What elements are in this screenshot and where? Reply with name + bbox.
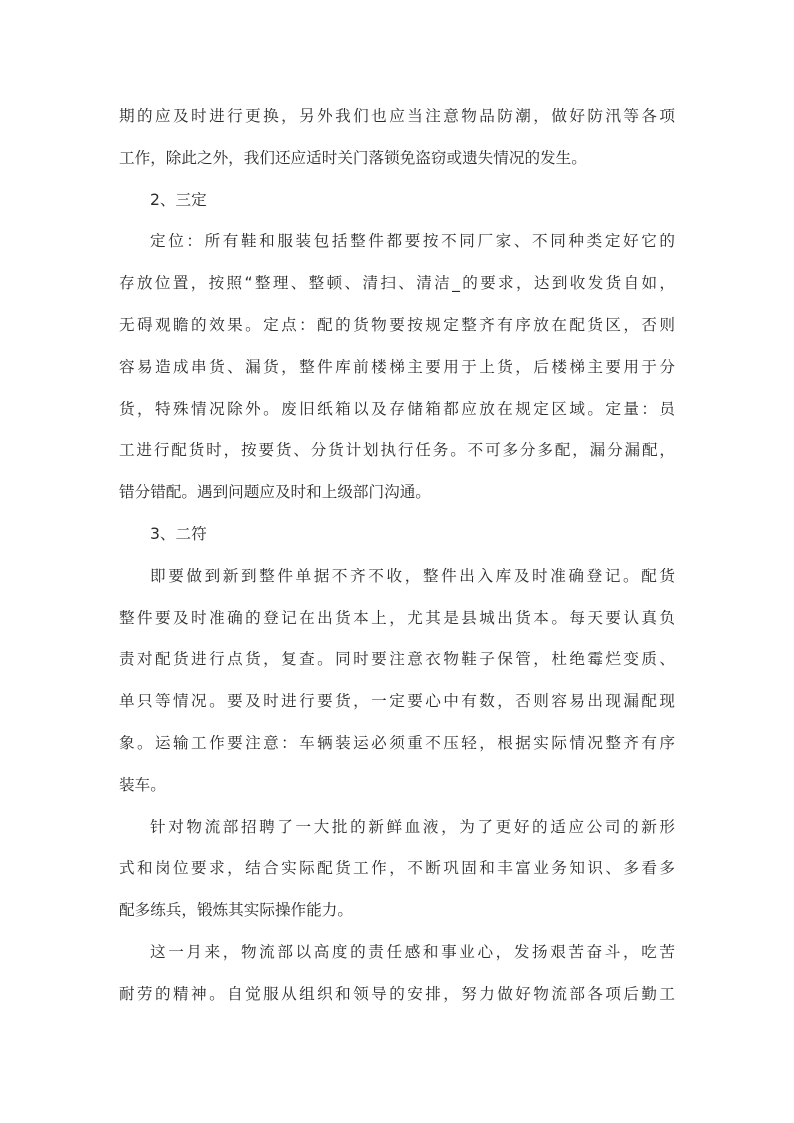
text-line: 错分错配。遇到问题应及时和上级部门沟通。 <box>119 483 431 502</box>
text-line: 单只等情况。要及时进行要货，一定要心中有数，否则容易出现漏配现 <box>119 692 675 711</box>
paragraph <box>119 221 675 514</box>
text-line: 责对配货进行点货，复查。同时要注意衣物鞋子保管，杜绝霉烂变质、 <box>119 650 675 669</box>
text-line: 针对物流部招聘了一大批的新鲜血液，为了更好的适应公司的新形 <box>150 817 675 836</box>
text-line: 工作，除此之外，我们还应适时关门落锁免盗窃或遗失情况的发生。 <box>119 148 587 167</box>
paragraph <box>119 96 675 180</box>
text-line: 期的应及时进行更换，另外我们也应当注意物品防潮，做好防汛等各项 <box>119 107 675 125</box>
document-page <box>119 96 675 1016</box>
text-line: 装车。 <box>119 775 166 794</box>
section-heading <box>119 514 675 556</box>
paragraph <box>119 932 675 1016</box>
text-line: 无碍观瞻的效果。定点：配的货物要按规定整齐有序放在配货区，否则 <box>119 315 675 334</box>
text-line: 定位：所有鞋和服装包括整件都要按不同厂家、不同种类定好它的 <box>150 232 675 251</box>
section-heading-text: 3、二符 <box>150 524 207 543</box>
paragraph <box>119 556 675 807</box>
text-line: 工进行配货时，按要货、分货计划执行任务。不可多分多配，漏分漏配， <box>119 441 675 460</box>
text-line: 这一月来，物流部以高度的责任感和事业心，发扬艰苦奋斗，吃苦 <box>150 942 675 961</box>
text-line: 即要做到新到整件单据不齐不收，整件出入库及时准确登记。配货 <box>150 566 675 585</box>
section-heading <box>119 180 675 222</box>
text-line: 货，特殊情况除外。废旧纸箱以及存储箱都应放在规定区域。定量：员 <box>119 399 675 418</box>
text-line: 整件要及时准确的登记在出货本上，尤其是县城出货本。每天要认真负 <box>119 608 675 627</box>
paragraph <box>119 807 675 932</box>
text-line: 容易造成串货、漏货，整件库前楼梯主要用于上货，后楼梯主要用于分 <box>119 357 675 376</box>
text-line: 存放位置，按照“整理、整顿、清扫、清洁_的要求，达到收发货自如， <box>119 274 675 293</box>
text-line: 象。运输工作要注意：车辆装运必须重不压轻，根据实际情况整齐有序 <box>119 733 675 752</box>
text-line: 耐劳的精神。自觉服从组织和领导的安排，努力做好物流部各项后勤工 <box>119 984 675 1003</box>
text-line: 式和岗位要求，结合实际配货工作，不断巩固和丰富业务知识、多看多 <box>119 859 675 878</box>
section-heading-text: 2、三定 <box>150 190 207 209</box>
text-line: 配多练兵，锻炼其实际操作能力。 <box>119 901 353 920</box>
